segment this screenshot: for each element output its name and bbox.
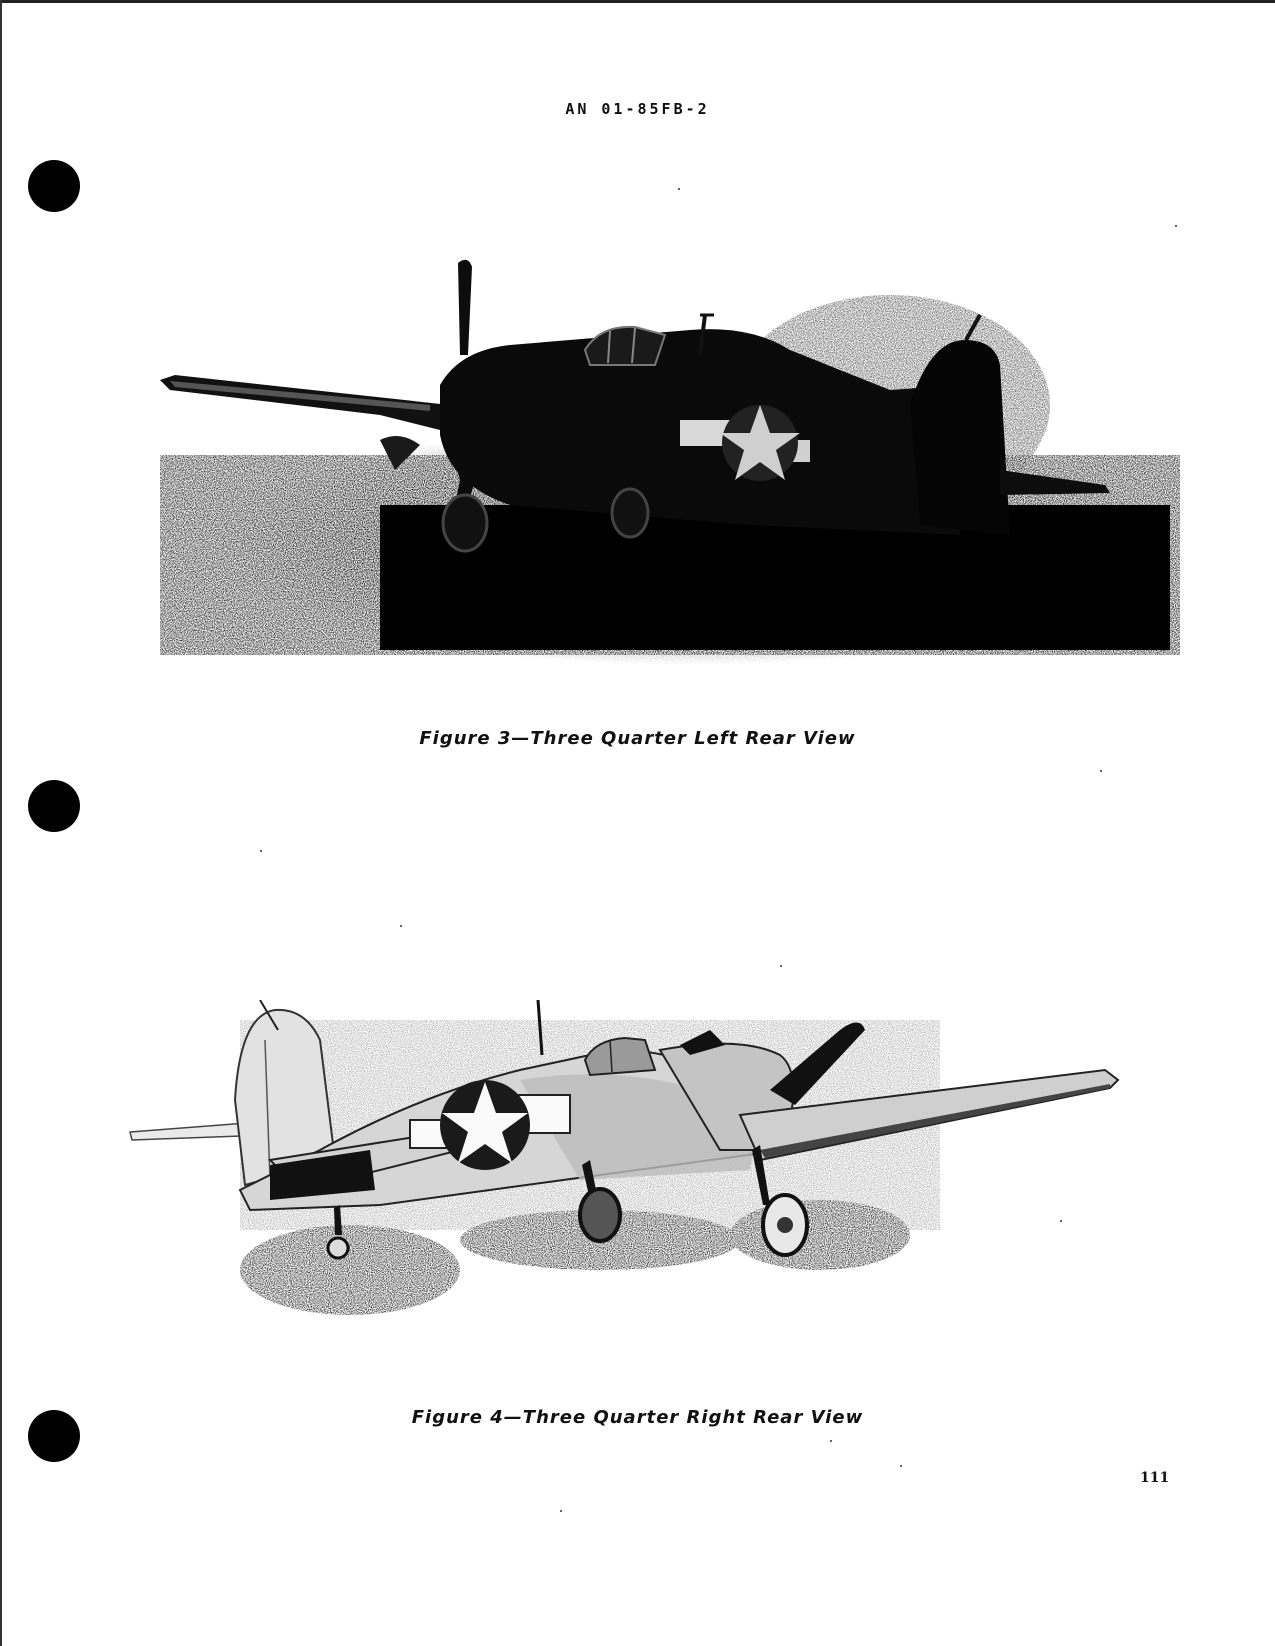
print-speck [1175,225,1177,227]
figure-3-caption: Figure 3—Three Quarter Left Rear View [419,728,856,749]
page-number: 111 [1140,1470,1170,1486]
binder-hole [28,160,80,212]
figure-4-caption: Figure 4—Three Quarter Right Rear View [411,1407,864,1428]
print-speck [678,188,680,190]
print-speck [780,965,782,967]
binder-hole [28,780,80,832]
print-speck [1100,770,1102,772]
page-edge [0,0,1275,3]
figure-4-photo [120,1000,1180,1340]
figure-3-photo [130,255,1180,685]
print-speck [1060,1220,1062,1222]
page-edge [0,0,2,1646]
print-speck [560,1510,562,1512]
document-code: AN 01-85FB-2 [565,100,710,118]
print-speck [400,925,402,927]
print-speck [260,850,262,852]
print-speck [900,1465,902,1467]
print-speck [830,1440,832,1442]
